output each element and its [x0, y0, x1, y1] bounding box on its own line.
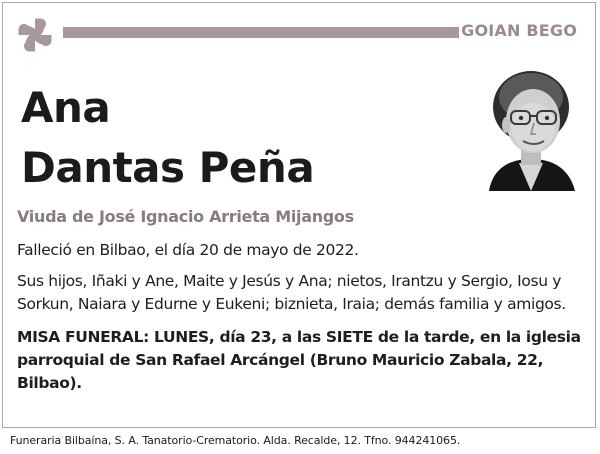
funeral-home-footer: Funeraria Bilbaína, S. A. Tanatorio-Crematorio. Alda. Recalde, 12. Tfno. 944241065.	[10, 434, 461, 447]
widow-of-line: Viuda de José Ignacio Arrieta Mijangos	[17, 207, 354, 226]
brand-title: GOIAN BEGO	[461, 21, 577, 40]
lauburu-icon	[10, 10, 60, 60]
family-list: Sus hijos, Iñaki y Ane, Maite y Jesús y Ana; nietos, Irantzu y Sergio, Iosu y Sorkun, Naiara y Edurne y Eukeni; biznieta, Iraia; demás familia y amigos.	[17, 272, 566, 313]
header-rule	[63, 27, 459, 38]
deceased-first-name: Ana	[21, 83, 111, 132]
deceased-surnames: Dantas Peña	[21, 143, 315, 192]
obituary-card	[2, 2, 596, 428]
funeral-mass-notice: MISA FUNERAL: LUNES, día 23, a las SIETE de la tarde, en la iglesia parroquial de San Rafael Arcángel (Bruno Mauricio Zabala, 22, Bilbao).	[17, 328, 581, 392]
death-notice: Falleció en Bilbao, el día 20 de mayo de 2022.	[17, 241, 359, 259]
portrait-photo	[481, 63, 581, 191]
